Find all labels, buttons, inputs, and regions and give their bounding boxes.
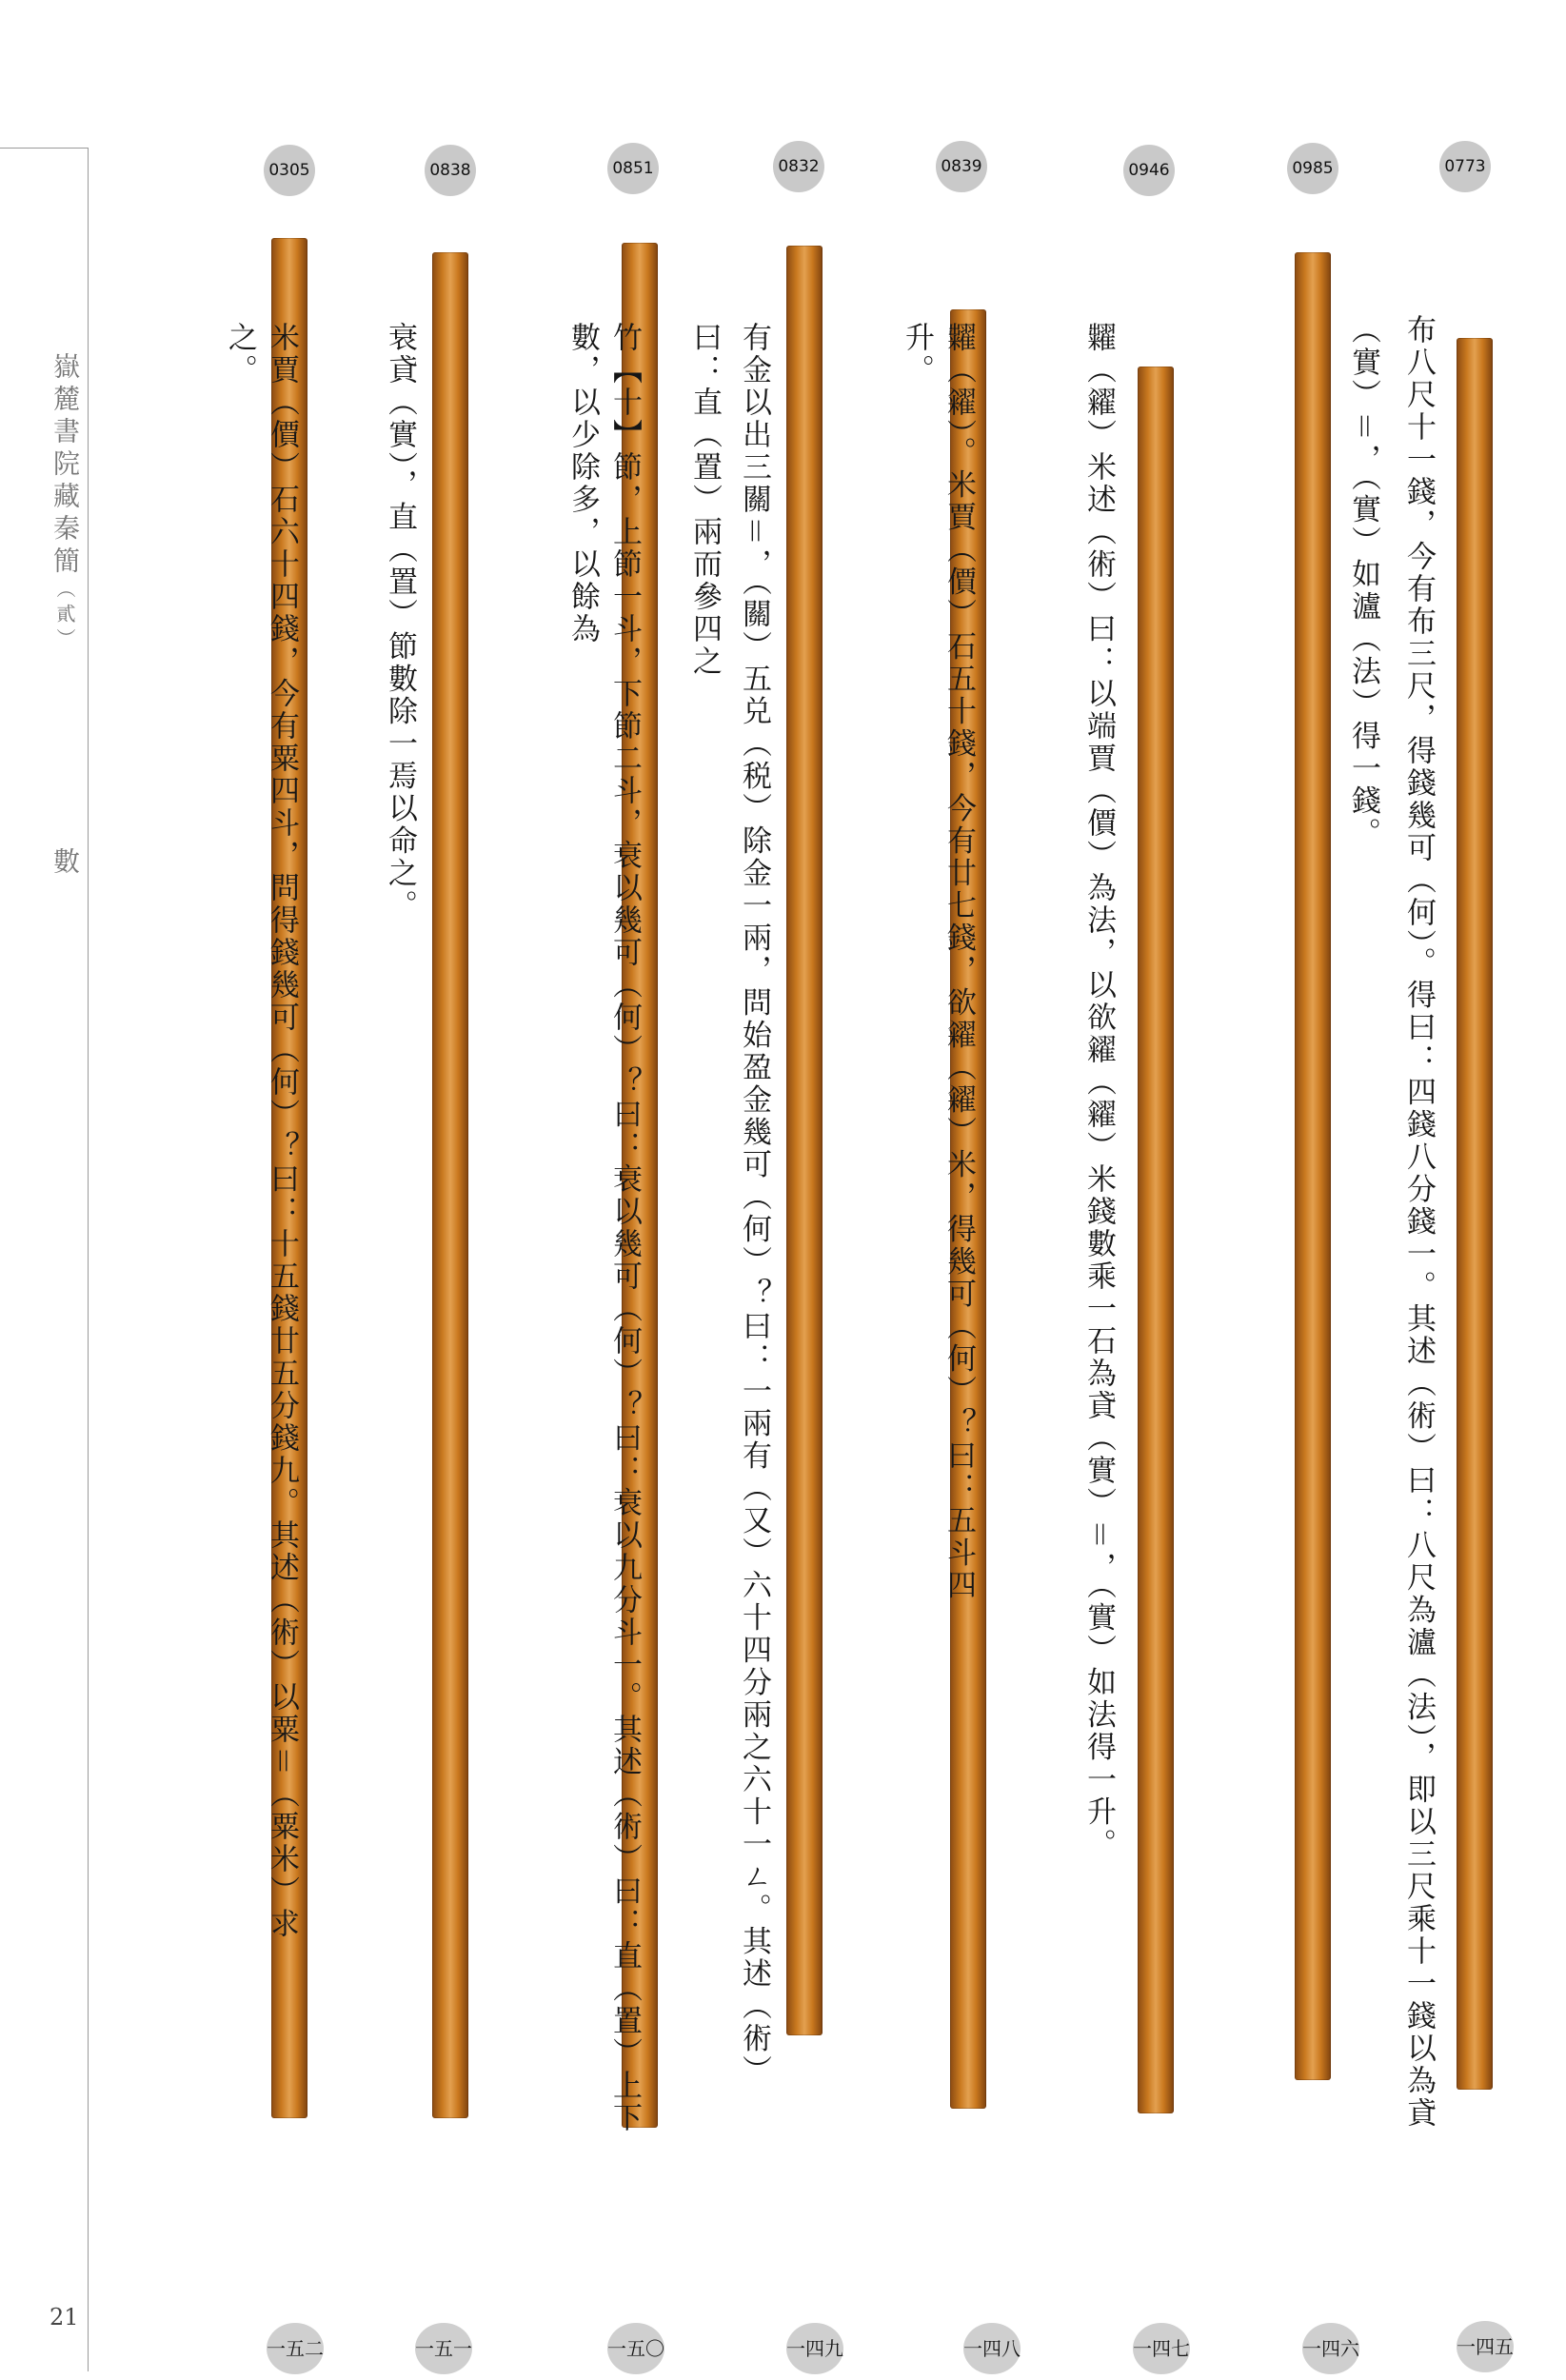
slip-number: 一五二 — [267, 2323, 324, 2374]
slip-number: 一四五 — [1457, 2321, 1514, 2372]
strip-number: 0305 — [264, 145, 315, 196]
bamboo-slip — [786, 246, 823, 2035]
strip-number: 0946 — [1123, 145, 1175, 196]
strip-number: 0839 — [936, 141, 987, 192]
slip-transcription: 有金以出三關＝，（關）五兑（税）除金一兩，問始盈金幾可（何）？曰：一兩有（又）六十四分兩之六十一ㄥ。其述（術） — [737, 322, 771, 2088]
book-title-text: 嶽麓書院藏秦簡 — [50, 352, 81, 579]
book-title — [36, 352, 84, 653]
bamboo-slip — [432, 252, 468, 2118]
bamboo-slip — [1138, 367, 1174, 2113]
slip-number: 一四六 — [1302, 2323, 1359, 2374]
slip-number: 一四八 — [963, 2323, 1021, 2374]
slip-transcription: 米賈（價）石六十四錢，今有粟四斗，問得錢幾可（何）？曰：十五錢廿五分錢九。其述（術）以粟＝（粟米）求之。 — [223, 322, 299, 1940]
slip-transcription: 布八尺十一錢，今有布三尺，得錢幾可（何）。得曰：四錢八分錢一。其述（術）曰：八尺為瀘（法），即以三尺乘十一錢以為貣 — [1401, 314, 1436, 2130]
section-title: 數 — [50, 847, 81, 874]
bamboo-slip — [1295, 252, 1331, 2080]
strip-number: 0851 — [607, 143, 659, 194]
slip-transcription: 糶（糴）。米賈（價）石五十錢，今有廿七錢，欲糴（糴）米，得幾可（何）？曰：五斗四升。 — [900, 322, 976, 1602]
slip-number: 一五一 — [415, 2323, 472, 2374]
slip-transcription: 糶（糴）米述（術）曰：以端賈（價）為法，以欲糴（糴）米錢數乘一石為貣（實）＝，（實）如法得一升。 — [1081, 322, 1116, 1861]
strip-number: 0773 — [1439, 141, 1491, 192]
volume-label: （貳） — [53, 579, 76, 653]
slip-number: 一四七 — [1133, 2323, 1190, 2374]
slip-number: 一四九 — [786, 2323, 843, 2374]
slip-transcription: 衰貣（實），直（置）節數除一焉以命之。 — [383, 322, 417, 922]
strip-number: 0838 — [425, 145, 476, 196]
bamboo-slip — [1457, 338, 1493, 2090]
page-number: 21 — [50, 2304, 79, 2330]
strip-number: 0832 — [773, 141, 824, 192]
slip-transcription: （實）＝，（實）如瀘（法）得一錢。 — [1346, 314, 1380, 850]
slip-transcription: 竹【十】節，上節一斗，下節二斗，衰以幾可（何）？曰：衰以幾可（何）？曰：衰以九分斗一。其述（術）曰：直（置）上下數，以少除多，以餘為 — [565, 322, 642, 2134]
slip-transcription-continued: 曰：直（置）兩而參四之 — [687, 322, 722, 678]
strip-number: 0985 — [1287, 143, 1338, 194]
slip-number: 一五〇 — [607, 2323, 664, 2374]
